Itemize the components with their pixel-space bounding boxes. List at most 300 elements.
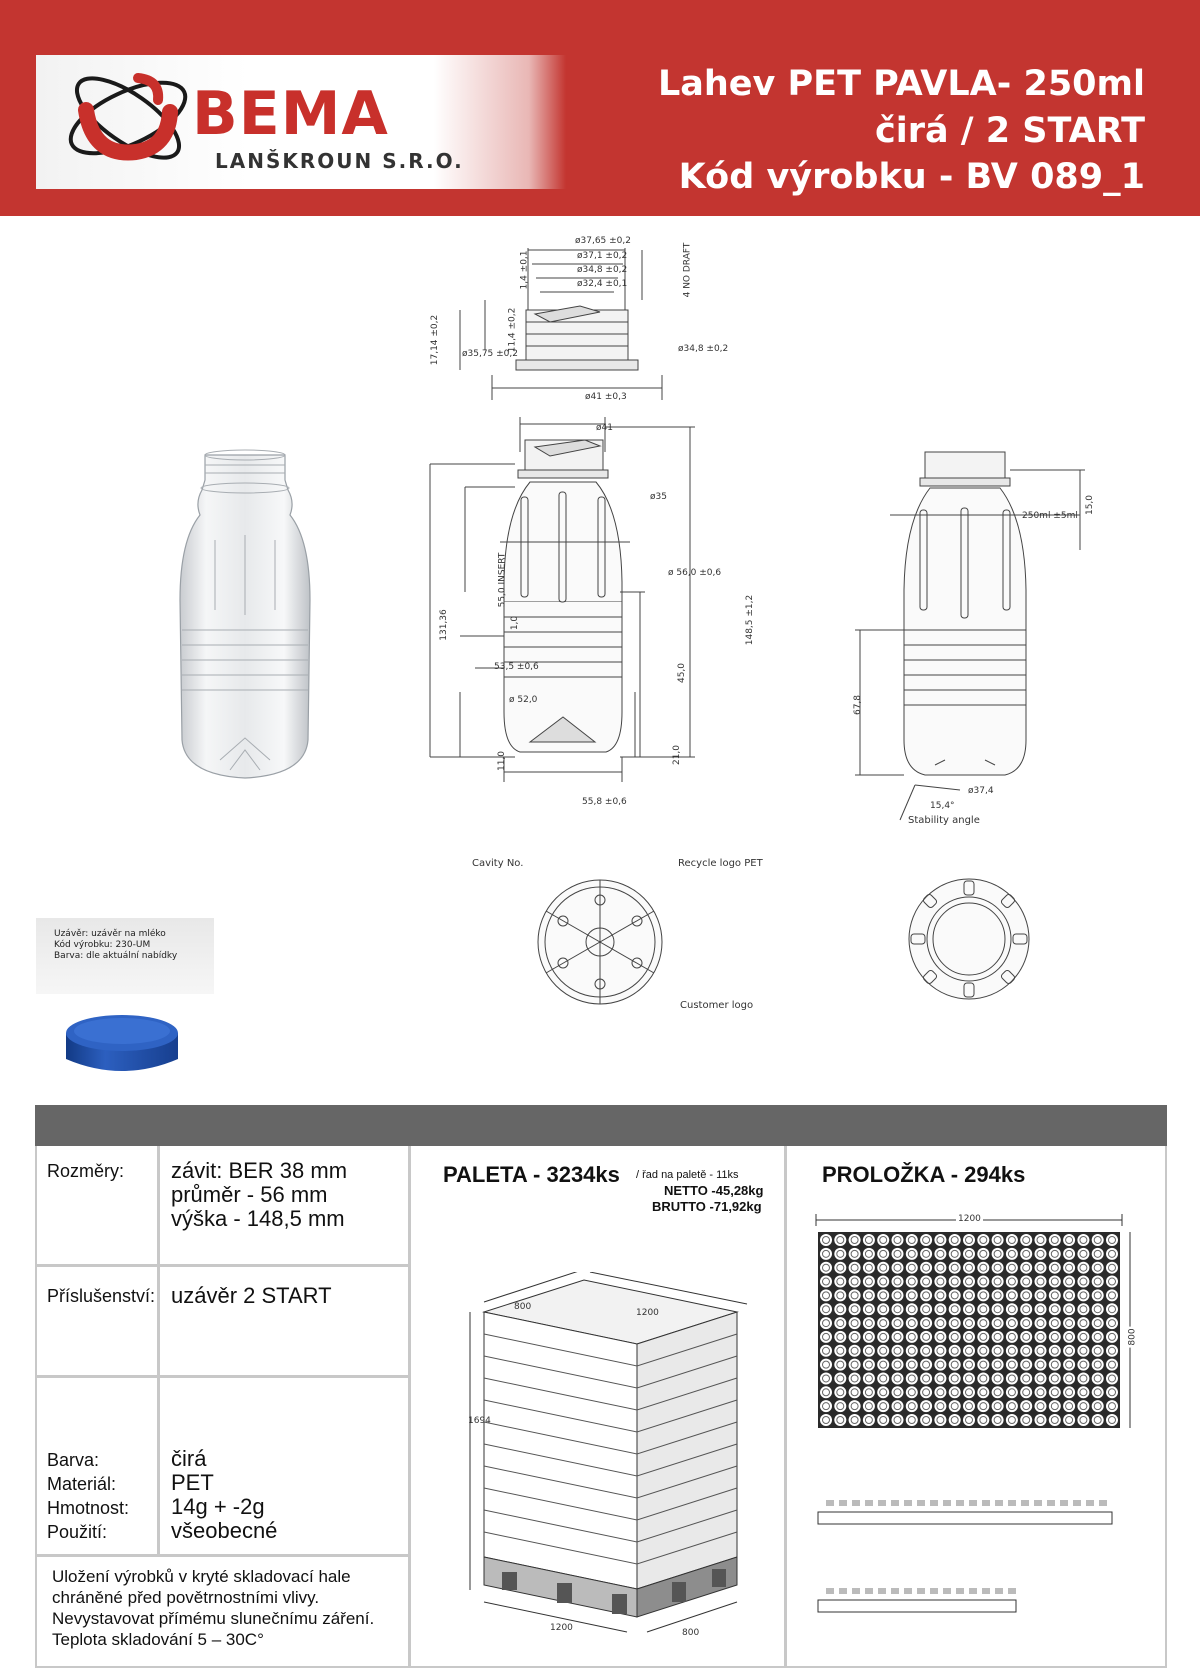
neck-dim-2: ø37,1 ±0,2: [577, 251, 628, 261]
divider-hole: [906, 1372, 918, 1384]
divider-hole: [906, 1414, 918, 1426]
divider-hole: [1035, 1331, 1047, 1343]
bottom-view-drawing-2: [902, 872, 1036, 1006]
divider-hole: [849, 1414, 861, 1426]
divider-hole: [1006, 1414, 1018, 1426]
neck-dim-10: ø34,8 ±0,2: [678, 344, 729, 354]
divider-hole: [920, 1345, 932, 1357]
pallet-dim-2: 1200: [636, 1308, 659, 1318]
divider-hole: [892, 1372, 904, 1384]
divider-tick: [1021, 1500, 1029, 1506]
front-dim-6: ø 56,0 ±0,6: [668, 568, 722, 578]
divider-hole: [1049, 1345, 1061, 1357]
divider-hole: [1063, 1414, 1075, 1426]
divider-hole: [920, 1289, 932, 1301]
divider-hole: [1049, 1359, 1061, 1371]
divider-tick: [852, 1500, 860, 1506]
divider-hole: [820, 1414, 832, 1426]
divider-hole: [820, 1317, 832, 1329]
divider-hole: [849, 1372, 861, 1384]
neck-dim-11: ø41 ±0,3: [585, 392, 627, 402]
divider-hole: [992, 1289, 1004, 1301]
divider-side-view: [812, 1480, 1122, 1630]
divider-hole: [934, 1234, 946, 1246]
divider-hole: [892, 1345, 904, 1357]
divider-tick: [930, 1588, 938, 1594]
pouziti-value: všeobecné: [171, 1518, 278, 1543]
front-dim-13: 55,8 ±0,6: [582, 797, 627, 807]
prolozka-title: PROLOŽKA - 294ks: [822, 1162, 1026, 1187]
divider-hole: [949, 1248, 961, 1260]
front-drawing: [420, 412, 750, 822]
pallet-dim-1: 800: [514, 1302, 532, 1312]
divider-hole: [1006, 1345, 1018, 1357]
divider-tick: [1086, 1500, 1094, 1506]
divider-hole: [1020, 1331, 1032, 1343]
divider-hole: [934, 1317, 946, 1329]
divider-hole: [977, 1359, 989, 1371]
divider-hole: [1020, 1359, 1032, 1371]
divider-hole: [906, 1345, 918, 1357]
divider-hole: [1092, 1359, 1104, 1371]
divider-hole: [1020, 1386, 1032, 1398]
divider-hole: [992, 1372, 1004, 1384]
divider-hole: [877, 1400, 889, 1412]
divider-hole: [1077, 1303, 1089, 1315]
divider-hole: [892, 1262, 904, 1274]
divider-hole: [992, 1345, 1004, 1357]
bema-logo-icon: [58, 62, 198, 177]
divider-hole: [906, 1317, 918, 1329]
divider-hole: [992, 1303, 1004, 1315]
front-dim-3: 131,36: [438, 609, 449, 641]
divider-hole: [1020, 1400, 1032, 1412]
divider-hole: [963, 1234, 975, 1246]
divider-tick: [878, 1500, 886, 1506]
divider-hole: [934, 1414, 946, 1426]
side-dim-3: 67,8: [853, 694, 864, 716]
table-divider: [35, 1554, 409, 1557]
side-dim-1: 250ml ±5ml: [1022, 511, 1078, 521]
divider-hole: [920, 1414, 932, 1426]
pallet-dim-5: 800: [682, 1628, 700, 1638]
divider-hole: [963, 1359, 975, 1371]
divider-hole: [1106, 1372, 1118, 1384]
title-line-1: Lahev PET PAVLA- 250ml: [657, 64, 1145, 104]
divider-tick: [878, 1588, 886, 1594]
divider-hole: [863, 1234, 875, 1246]
divider-hole: [1092, 1289, 1104, 1301]
divider-hole: [820, 1276, 832, 1288]
title-line-3: Kód výrobku - BV 089_1: [678, 157, 1145, 197]
divider-hole: [1020, 1345, 1032, 1357]
divider-hole: [877, 1234, 889, 1246]
divider-hole: [1049, 1372, 1061, 1384]
divider-hole: [920, 1400, 932, 1412]
front-dim-12: 21,0: [672, 744, 683, 766]
divider-hole: [820, 1359, 832, 1371]
divider-hole: [1020, 1414, 1032, 1426]
side-drawing: [850, 440, 1110, 830]
divider-hole: [1006, 1303, 1018, 1315]
table-header-bar: [35, 1105, 1167, 1146]
divider-tick: [956, 1500, 964, 1506]
divider-hole: [1106, 1400, 1118, 1412]
divider-hole: [1077, 1234, 1089, 1246]
cap-info-line-1: Uzávěr: uzávěr na mléko: [54, 929, 166, 939]
divider-hole: [977, 1234, 989, 1246]
divider-hole: [834, 1248, 846, 1260]
divider-hole: [1063, 1289, 1075, 1301]
divider-hole: [949, 1345, 961, 1357]
divider-hole: [863, 1289, 875, 1301]
divider-hole: [834, 1331, 846, 1343]
divider-hole: [892, 1386, 904, 1398]
prolozka-dim-width: 1200: [958, 1214, 981, 1224]
divider-tick: [852, 1588, 860, 1594]
divider-hole: [992, 1234, 1004, 1246]
divider-hole: [1035, 1414, 1047, 1426]
hmotnost-label: Hmotnost:: [47, 1498, 130, 1518]
divider-hole: [934, 1248, 946, 1260]
divider-hole: [1035, 1317, 1047, 1329]
divider-hole: [1035, 1345, 1047, 1357]
divider-hole: [892, 1248, 904, 1260]
divider-hole: [920, 1317, 932, 1329]
paleta-netto: NETTO -45,28kg: [664, 1183, 764, 1198]
table-divider: [408, 1146, 411, 1666]
bottle-photo: [170, 440, 320, 790]
divider-hole: [1106, 1359, 1118, 1371]
divider-tick: [943, 1500, 951, 1506]
rozmery-value-3: výška - 148,5 mm: [171, 1206, 345, 1231]
divider-hole: [1106, 1303, 1118, 1315]
divider-hole: [949, 1317, 961, 1329]
divider-hole: [992, 1262, 1004, 1274]
divider-tick: [865, 1500, 873, 1506]
divider-hole: [949, 1331, 961, 1343]
divider-hole: [820, 1386, 832, 1398]
front-dim-11: 11,0: [497, 750, 508, 772]
front-dim-1: ø41: [596, 423, 613, 433]
barva-label: Barva:: [47, 1450, 100, 1470]
divider-hole: [1077, 1372, 1089, 1384]
divider-hole: [920, 1372, 932, 1384]
divider-hole: [834, 1414, 846, 1426]
divider-hole: [1049, 1331, 1061, 1343]
divider-hole: [1035, 1359, 1047, 1371]
divider-hole: [934, 1400, 946, 1412]
divider-hole: [863, 1386, 875, 1398]
divider-hole: [920, 1248, 932, 1260]
cap-info-line-2: Kód výrobku: 230-UM: [54, 940, 151, 950]
divider-hole: [849, 1386, 861, 1398]
table-divider: [35, 1375, 409, 1378]
divider-tick: [839, 1588, 847, 1594]
divider-hole: [1063, 1317, 1075, 1329]
divider-hole: [920, 1331, 932, 1343]
divider-hole: [1063, 1345, 1075, 1357]
divider-hole: [820, 1303, 832, 1315]
divider-hole: [977, 1345, 989, 1357]
divider-hole: [1077, 1317, 1089, 1329]
divider-hole: [1063, 1331, 1075, 1343]
paleta-title: PALETA - 3234ks: [443, 1162, 620, 1187]
divider-hole: [992, 1414, 1004, 1426]
divider-hole: [920, 1359, 932, 1371]
divider-hole: [934, 1276, 946, 1288]
divider-hole: [849, 1276, 861, 1288]
divider-hole: [949, 1234, 961, 1246]
barva-value: čirá: [171, 1446, 207, 1471]
divider-hole: [1092, 1345, 1104, 1357]
divider-hole: [834, 1317, 846, 1329]
divider-hole: [834, 1262, 846, 1274]
front-dim-9: ø 52,0: [509, 695, 538, 705]
divider-hole: [849, 1234, 861, 1246]
divider-hole: [1006, 1289, 1018, 1301]
divider-hole: [920, 1234, 932, 1246]
divider-hole: [1077, 1276, 1089, 1288]
divider-tick: [930, 1500, 938, 1506]
divider-hole: [1020, 1248, 1032, 1260]
side-dim-2: 15,0: [1085, 494, 1096, 516]
divider-tick: [995, 1500, 1003, 1506]
divider-hole: [1106, 1317, 1118, 1329]
divider-hole: [877, 1303, 889, 1315]
divider-hole: [1049, 1248, 1061, 1260]
storage-line-1: Uložení výrobků v kryté skladovací hale: [52, 1567, 351, 1586]
divider-hole: [963, 1317, 975, 1329]
divider-hole: [1092, 1303, 1104, 1315]
divider-hole: [849, 1303, 861, 1315]
divider-hole: [949, 1386, 961, 1398]
divider-hole: [1077, 1289, 1089, 1301]
divider-hole: [849, 1289, 861, 1301]
divider-hole: [1006, 1331, 1018, 1343]
divider-hole: [1077, 1400, 1089, 1412]
divider-hole: [1049, 1262, 1061, 1274]
divider-tick: [904, 1500, 912, 1506]
divider-hole: [949, 1276, 961, 1288]
divider-hole: [977, 1248, 989, 1260]
divider-hole: [834, 1372, 846, 1384]
front-dim-8: 53,5 ±0,6: [494, 662, 539, 672]
divider-hole: [1077, 1331, 1089, 1343]
cavity-no-label: Cavity No.: [472, 858, 524, 869]
divider-hole: [1063, 1359, 1075, 1371]
divider-hole: [849, 1359, 861, 1371]
divider-hole: [920, 1276, 932, 1288]
divider-hole: [1092, 1317, 1104, 1329]
divider-hole: [1049, 1234, 1061, 1246]
divider-hole: [834, 1400, 846, 1412]
divider-hole: [1020, 1317, 1032, 1329]
brand-subtitle: LANŠKROUN S.R.O.: [215, 149, 464, 173]
divider-hole: [949, 1262, 961, 1274]
divider-hole: [863, 1262, 875, 1274]
divider-hole: [906, 1262, 918, 1274]
divider-hole: [849, 1345, 861, 1357]
divider-hole: [977, 1331, 989, 1343]
divider-hole: [820, 1400, 832, 1412]
prislusenstvi-value: uzávěr 2 START: [171, 1283, 332, 1308]
divider-hole: [934, 1345, 946, 1357]
divider-hole: [849, 1331, 861, 1343]
divider-hole: [1092, 1276, 1104, 1288]
neck-dim-9: ø35,75 ±0,2: [462, 349, 518, 359]
divider-hole: [1020, 1289, 1032, 1301]
divider-hole: [977, 1289, 989, 1301]
divider-hole: [963, 1386, 975, 1398]
divider-hole: [1049, 1414, 1061, 1426]
divider-hole: [877, 1276, 889, 1288]
divider-hole: [877, 1289, 889, 1301]
customer-logo-label: Customer logo: [680, 1000, 754, 1011]
divider-hole: [1063, 1234, 1075, 1246]
divider-hole: [1063, 1276, 1075, 1288]
divider-hole: [963, 1414, 975, 1426]
divider-hole: [1049, 1317, 1061, 1329]
divider-hole: [1020, 1276, 1032, 1288]
divider-tick: [917, 1588, 925, 1594]
divider-hole: [877, 1372, 889, 1384]
divider-tick: [1034, 1500, 1042, 1506]
divider-hole: [1063, 1386, 1075, 1398]
divider-hole: [820, 1331, 832, 1343]
divider-tick: [917, 1500, 925, 1506]
title-line-2: čirá / 2 START: [874, 111, 1145, 151]
divider-sheet-drawing: [812, 1208, 1132, 1438]
divider-hole: [977, 1400, 989, 1412]
cap-info-line-3: Barva: dle aktuální nabídky: [54, 951, 178, 961]
divider-hole: [1106, 1234, 1118, 1246]
divider-hole: [1020, 1303, 1032, 1315]
divider-hole: [1106, 1262, 1118, 1274]
divider-hole: [920, 1303, 932, 1315]
divider-tick: [826, 1500, 834, 1506]
divider-hole: [1077, 1359, 1089, 1371]
divider-hole: [863, 1331, 875, 1343]
divider-hole: [1106, 1345, 1118, 1357]
divider-hole: [934, 1262, 946, 1274]
divider-hole: [992, 1331, 1004, 1343]
divider-hole: [1106, 1331, 1118, 1343]
divider-hole: [892, 1276, 904, 1288]
neck-dim-4: ø32,4 ±0,1: [577, 279, 628, 289]
divider-hole: [992, 1317, 1004, 1329]
divider-hole: [1006, 1248, 1018, 1260]
divider-hole: [834, 1359, 846, 1371]
divider-tick: [1008, 1588, 1016, 1594]
divider-hole: [949, 1414, 961, 1426]
divider-tick: [1060, 1500, 1068, 1506]
divider-hole: [892, 1359, 904, 1371]
divider-hole: [820, 1262, 832, 1274]
divider-hole: [834, 1303, 846, 1315]
divider-hole: [820, 1372, 832, 1384]
divider-hole: [877, 1386, 889, 1398]
divider-hole: [963, 1262, 975, 1274]
divider-hole: [1063, 1400, 1075, 1412]
divider-hole: [877, 1317, 889, 1329]
divider-hole: [863, 1276, 875, 1288]
rozmery-value-1: závit: BER 38 mm: [171, 1158, 348, 1183]
front-dim-2: ø35: [650, 492, 667, 502]
divider-hole: [963, 1248, 975, 1260]
cap-photo: [58, 1005, 188, 1081]
divider-hole: [834, 1289, 846, 1301]
divider-tick: [969, 1588, 977, 1594]
rozmery-label: Rozměry:: [47, 1161, 125, 1181]
divider-tick: [826, 1588, 834, 1594]
pouziti-label: Použití:: [47, 1522, 108, 1542]
divider-tick: [995, 1588, 1003, 1594]
divider-hole: [1006, 1359, 1018, 1371]
divider-hole: [949, 1400, 961, 1412]
divider-hole: [877, 1248, 889, 1260]
divider-hole: [934, 1359, 946, 1371]
divider-hole: [1077, 1386, 1089, 1398]
stability-angle-label: Stability angle: [908, 815, 980, 826]
divider-hole: [920, 1386, 932, 1398]
divider-hole: [1092, 1234, 1104, 1246]
divider-hole: [892, 1289, 904, 1301]
paleta-brutto: BRUTTO -71,92kg: [652, 1199, 762, 1214]
divider-hole: [863, 1414, 875, 1426]
divider-hole: [977, 1303, 989, 1315]
divider-hole: [949, 1303, 961, 1315]
divider-hole: [877, 1331, 889, 1343]
divider-hole: [977, 1317, 989, 1329]
divider-hole: [934, 1289, 946, 1301]
pallet-dim-4: 1200: [550, 1623, 573, 1633]
divider-hole: [863, 1359, 875, 1371]
divider-hole: [1006, 1276, 1018, 1288]
divider-hole: [1035, 1248, 1047, 1260]
divider-tick: [1073, 1500, 1081, 1506]
divider-hole: [863, 1372, 875, 1384]
front-dim-7: 148,5 ±1,2: [745, 594, 756, 646]
divider-hole: [934, 1372, 946, 1384]
divider-hole: [977, 1386, 989, 1398]
divider-hole: [977, 1262, 989, 1274]
table-divider: [35, 1264, 409, 1267]
divider-hole: [1035, 1400, 1047, 1412]
divider-hole: [1106, 1414, 1118, 1426]
divider-tick: [1047, 1500, 1055, 1506]
divider-hole: [877, 1262, 889, 1274]
divider-hole: [1035, 1262, 1047, 1274]
divider-hole: [1063, 1372, 1075, 1384]
divider-hole: [1092, 1248, 1104, 1260]
divider-tick: [865, 1588, 873, 1594]
divider-hole: [949, 1359, 961, 1371]
divider-hole: [1035, 1289, 1047, 1301]
divider-hole: [1092, 1372, 1104, 1384]
divider-tick: [839, 1500, 847, 1506]
brand-name: BEMA: [192, 79, 389, 149]
divider-hole: [863, 1248, 875, 1260]
divider-hole: [906, 1248, 918, 1260]
divider-hole: [1077, 1262, 1089, 1274]
divider-hole: [934, 1386, 946, 1398]
divider-hole: [934, 1331, 946, 1343]
divider-hole: [992, 1400, 1004, 1412]
divider-hole: [920, 1262, 932, 1274]
rozmery-value-2: průměr - 56 mm: [171, 1182, 328, 1207]
divider-hole: [834, 1345, 846, 1357]
